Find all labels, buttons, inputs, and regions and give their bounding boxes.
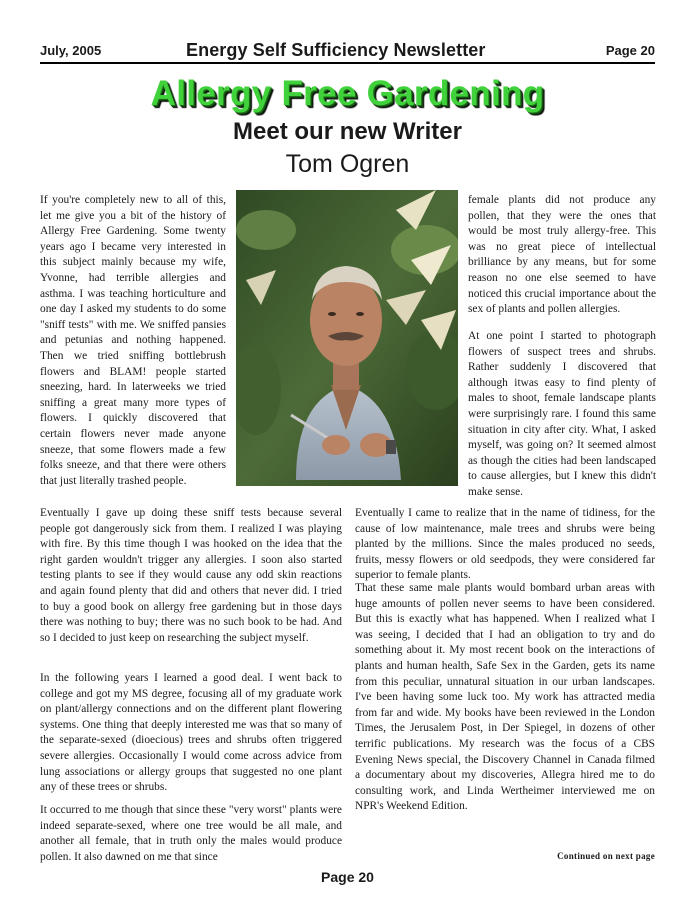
column-right-paragraph-2: At one point I started to photograph flowers of suspect trees and shrubs. Rather suddenly I discovered that although itwas easy to find plenty of males to shoot, female landscape plants were surprisingly rare. I found this same situation in city after city. What, I asked myself, was going on? It seemed almost as though the cities had been landscaped to cause allergies, but I knew this didn't make sense. (468, 330, 656, 498)
author-photo (236, 190, 458, 486)
author-name: Tom Ogren (285, 150, 410, 178)
newsletter-title: Energy Self Sufficiency Newsletter (186, 40, 486, 60)
page-header (40, 40, 655, 62)
column-right-paragraph-1: female plants did not produce any pollen, that they were the ones that would be most truly allergy-free. This was no great piece of intellectual brilliance by any means, but for some reason no one else seemed to have noticed this crucial importance about the sex of plants and pollen allergies. (468, 194, 656, 316)
author-photo-illustration (236, 190, 458, 486)
article-title: Allergy Free Gardening (150, 74, 545, 113)
footer-page-number: Page 20 (321, 869, 374, 885)
continued-note: Continued on next page (557, 851, 655, 861)
lower-right-paragraph-1: Eventually I came to realize that in the name of tidiness, for the cause of low maintenance, male trees and shrubs were being planted by the millions. Since the males produced no seeds, fruits, messy flowers or old seedpods, they were considered far superior to female plants. (355, 507, 655, 582)
lower-right-paragraph-2: That these same male plants would bombard urban areas with huge amounts of pollen never seems to have been considered. But this is exactly what has happened. When I realized what I was seeing, I decided that I had an obligation to try and do something about it. My most recent book on the interactions of plants and human health, Safe Sex in the Garden, gets its name from this peculiar, unnatural situation in our urban landscapes. I've been having some luck too. My work has attracted media from far and wide. My books have been reviewed in the London Times, the Jerusalem Post, in Der Spiegel, in dozens of other terrific publications. My research was the focus of a CBS Evening News special, the Discovery Channel in Canada filmed a documentary about my discoveries, Allegra hired me to do consulting work, and Linda Wertheimer interviewed me on NPR's Weekend Edition. (355, 582, 655, 813)
issue-date: July, 2005 (40, 43, 102, 58)
header-rule (40, 62, 655, 64)
header-page-number: Page 20 (605, 43, 655, 58)
column-left-paragraph: If you're completely new to all of this, let me give you a bit of the history of Allergy Free Gardening. Some twenty years ago I became very interested in this subject mainly because my wife, Yvonne, had terrible allergies and asthma. I was teaching horticulture and one day I asked my students to do some "sniff tests" with me. We sniffed pansies and petunias and nothing happened. Then we tried sniffing bottlebrush flowers and BLAM! people started sneezing, hard. In laterweeks we tried sniffing a great many more types of flowers. I quickly discovered that certain flowers never made anyone sneeze, that some flowers made a few folks sneeze, and that there were others that just literally trashed people. (40, 194, 226, 487)
lower-left-paragraph-3: It occurred to me though that since these "very worst" plants were indeed separate-sexed, where one tree would be all male, and another all female, that in truth only the males would produce pollen. It also dawned on me that since (40, 804, 342, 863)
lower-left-paragraph-1: Eventually I gave up doing these sniff tests because several people got dangerously sick from them. I realized I was playing with fire. By this time though I was hooked on the idea that the right garden wouldn't trigger any allergies. I soon also started testing plants to see if they would cause any odd skin reactions and again found plenty that did and others that never did. I tried to buy a good book on allergy free gardening but in those days there was nothing to buy; there was no such book to be had. And so I decided to just keep on researching the subject myself. (40, 507, 342, 644)
article-subtitle: Meet our new Writer (233, 118, 462, 145)
lower-left-paragraph-2: In the following years I learned a good deal. I went back to college and got my MS degree, focusing all of my graduate work on plant/allergy connections and on the different plant flowering systems. One thing that deeply interested me was that so many of the separate-sexed (dioecious) trees and shrubs often triggered severe allergies. Occasionally I would come across advice from lung associations or allergy groups that suggested no one plant any of these trees or shrubs. (40, 672, 342, 794)
